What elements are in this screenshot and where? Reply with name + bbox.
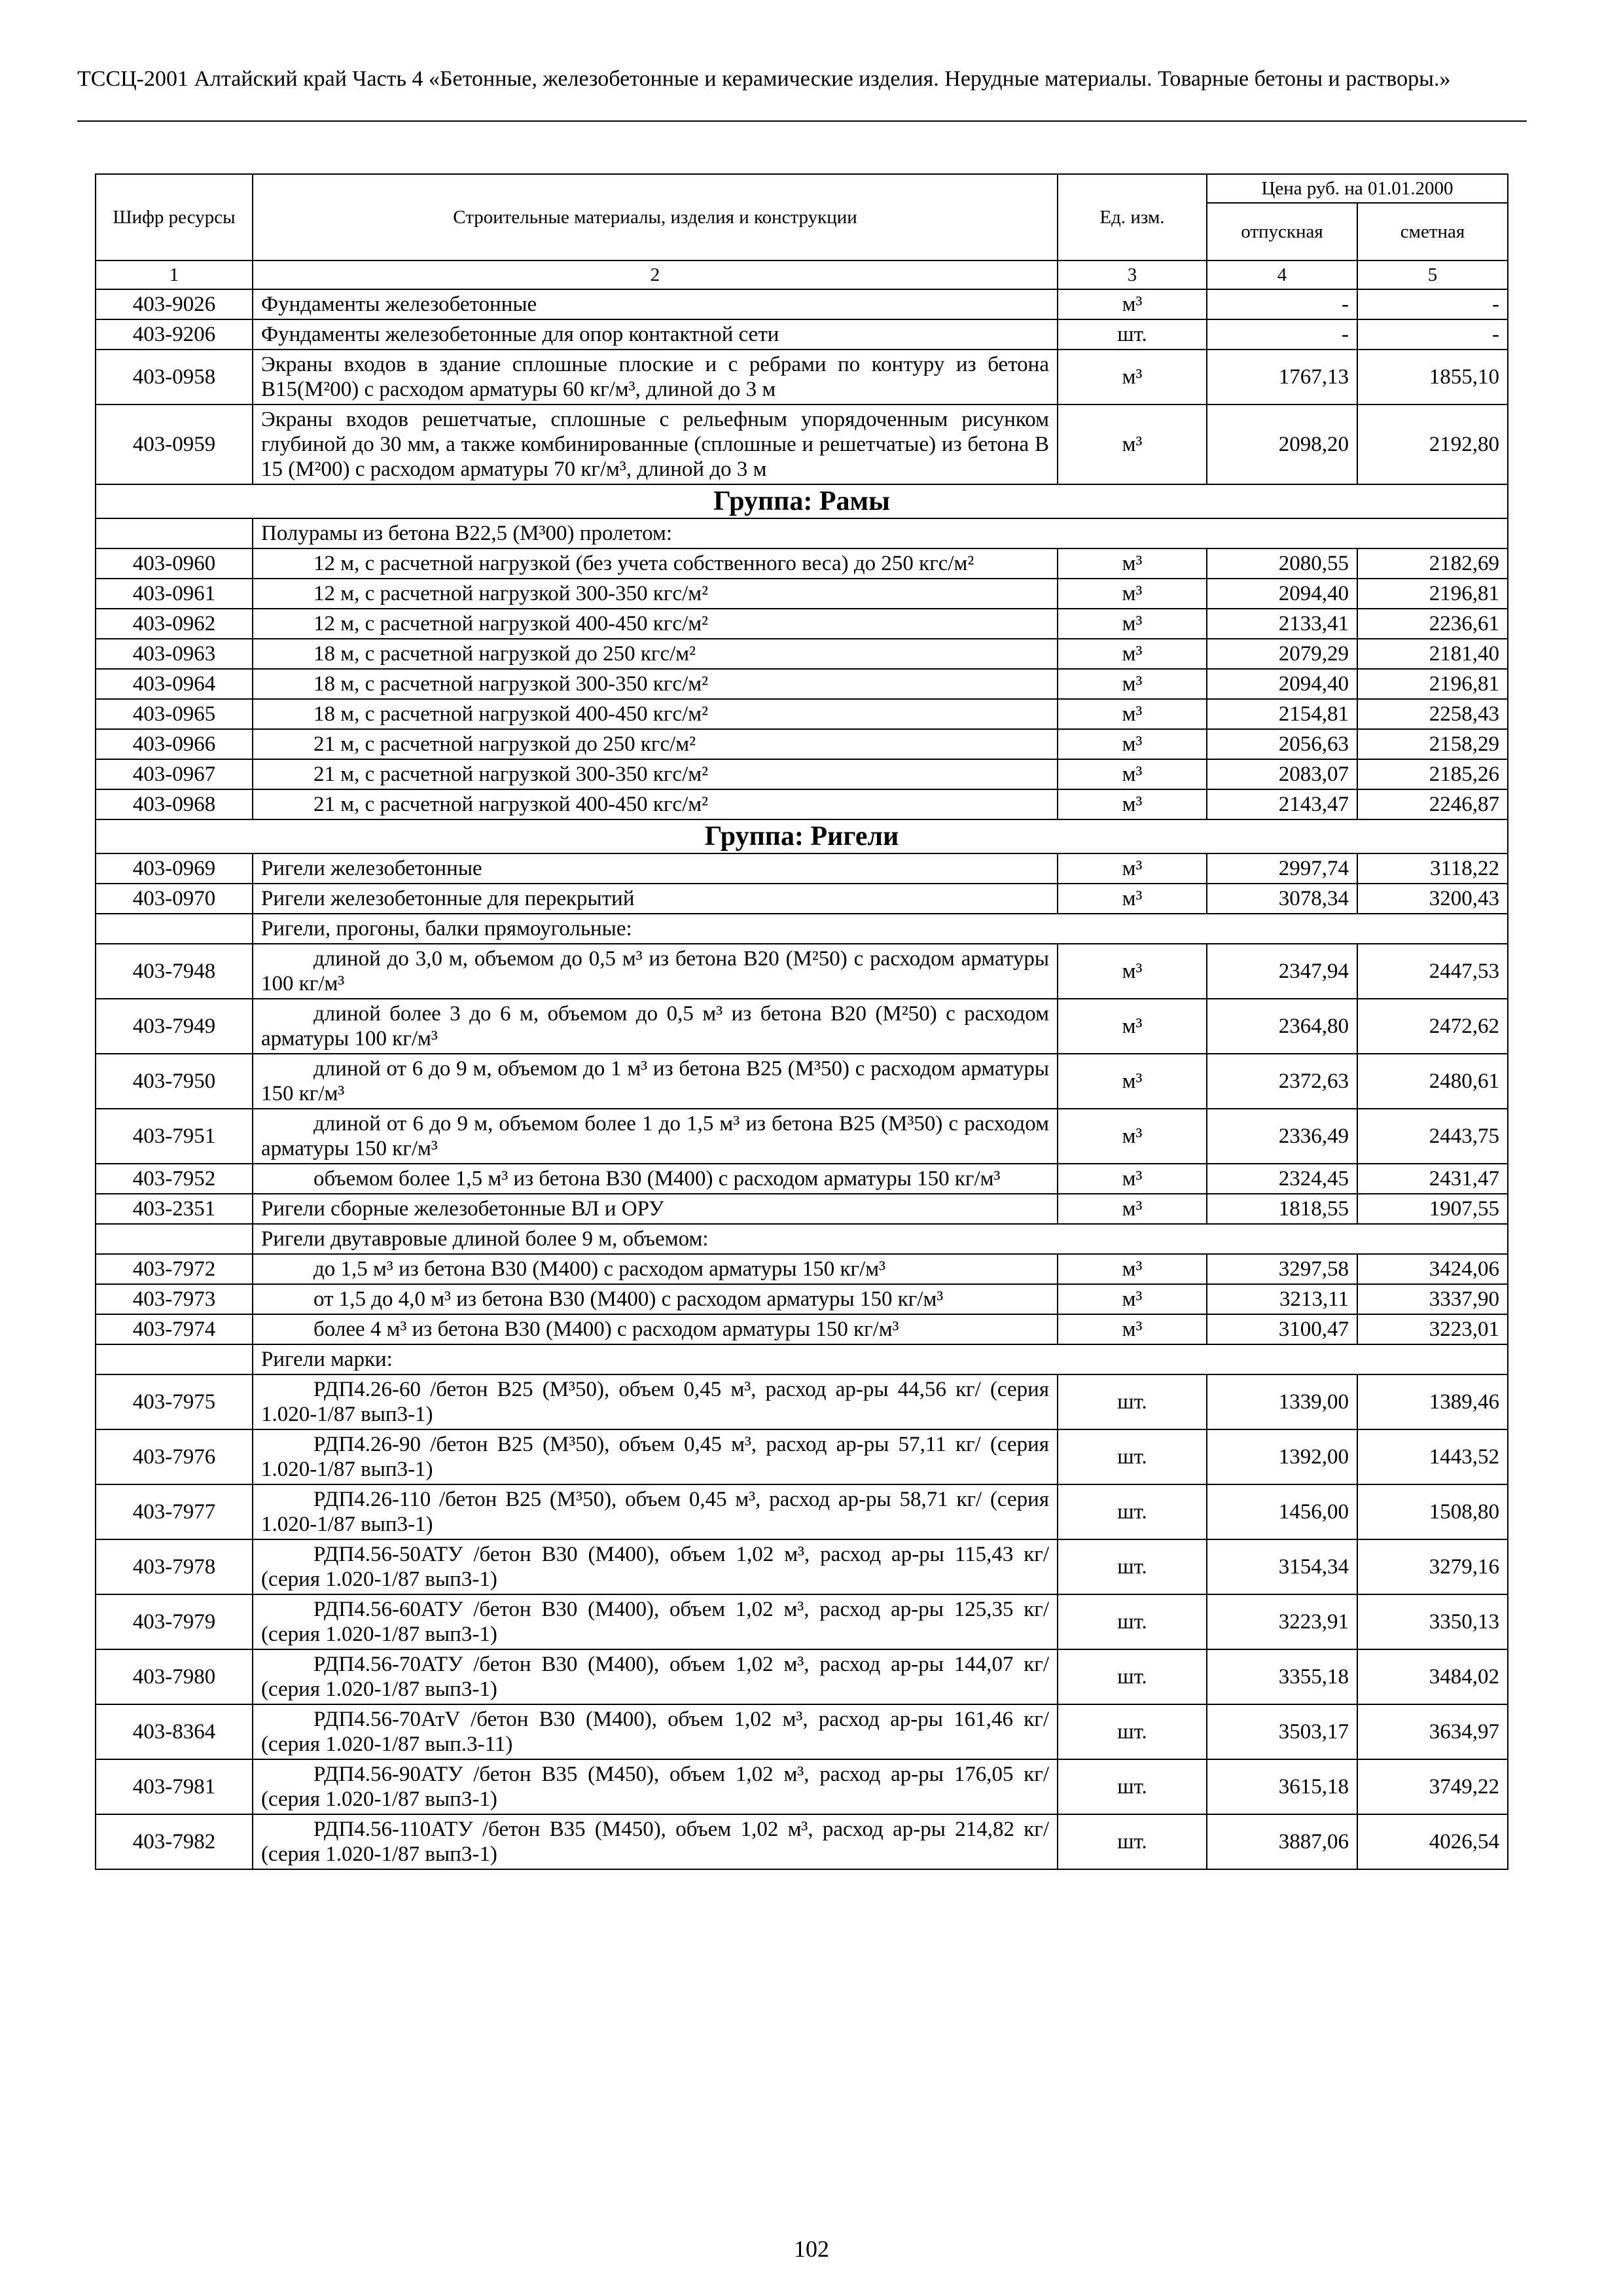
row-unit: шт.	[1058, 1594, 1207, 1649]
row-unit: шт.	[1058, 1704, 1207, 1759]
row-estimate-price: 2192,80	[1357, 404, 1508, 484]
row-name: Ригели сборные железобетонные ВЛ и ОРУ	[253, 1194, 1058, 1224]
table-row	[96, 759, 1508, 789]
row-estimate-price: 2480,61	[1357, 1054, 1508, 1109]
row-estimate-price: 2196,81	[1357, 579, 1508, 609]
row-estimate-price: -	[1357, 319, 1508, 350]
row-name: 12 м, с расчетной нагрузкой 300-350 кгс/м²	[253, 579, 1058, 609]
row-estimate-price: 3223,01	[1357, 1314, 1508, 1344]
row-estimate-price: 2196,81	[1357, 669, 1508, 699]
row-unit: м³	[1058, 404, 1207, 484]
row-name: Экраны входов решетчатые, сплошные с рельефным упорядоченным рисунком глубиной до 30 мм, а также комбинированные (сплошные и решетчатые) из бетона В 15 (М²00) с расходом арматуры 70 кг/м³, длиной до 3 м	[253, 404, 1058, 484]
price-table	[95, 173, 1508, 1870]
row-unit: шт.	[1058, 1649, 1207, 1704]
row-name: до 1,5 м³ из бетона В30 (М400) с расходом арматуры 150 кг/м³	[253, 1254, 1058, 1284]
row-name: 18 м, с расчетной нагрузкой 400-450 кгс/м²	[253, 699, 1058, 729]
row-estimate-price: 3279,16	[1357, 1539, 1508, 1594]
table-row	[96, 729, 1508, 759]
row-unit: м³	[1058, 1254, 1207, 1284]
column-number: 1	[96, 260, 253, 289]
row-unit: м³	[1058, 1314, 1207, 1344]
row-release-price: 3213,11	[1207, 1284, 1357, 1314]
row-estimate-price: 1907,55	[1357, 1194, 1508, 1224]
row-release-price: 1392,00	[1207, 1429, 1357, 1484]
row-name: 21 м, с расчетной нагрузкой 300-350 кгс/м²	[253, 759, 1058, 789]
column-number: 3	[1058, 260, 1207, 289]
table-row	[96, 999, 1508, 1054]
row-release-price: 2079,29	[1207, 639, 1357, 669]
row-release-price: 2098,20	[1207, 404, 1357, 484]
subheading-row	[96, 914, 1508, 944]
row-unit: шт.	[1058, 1429, 1207, 1484]
header-price: Цена руб. на 01.01.2000	[1207, 174, 1508, 203]
row-name: от 1,5 до 4,0 м³ из бетона В30 (М400) с расходом арматуры 150 кг/м³	[253, 1284, 1058, 1314]
row-release-price: 3100,47	[1207, 1314, 1357, 1344]
subheading-text: Ригели двутавровые длиной более 9 м, объемом:	[253, 1224, 1508, 1254]
row-name: 12 м, с расчетной нагрузкой (без учета собственного веса) до 250 кгс/м²	[253, 548, 1058, 579]
row-unit: м³	[1058, 1054, 1207, 1109]
row-release-price: 2336,49	[1207, 1109, 1357, 1164]
table-row	[96, 1484, 1508, 1539]
row-code: 403-7974	[96, 1314, 253, 1344]
row-unit: шт.	[1058, 1759, 1207, 1814]
row-release-price: 3223,91	[1207, 1594, 1357, 1649]
row-code	[96, 518, 253, 548]
row-estimate-price: 4026,54	[1357, 1814, 1508, 1869]
row-code: 403-7982	[96, 1814, 253, 1869]
row-release-price: 2083,07	[1207, 759, 1357, 789]
table-row	[96, 1054, 1508, 1109]
row-estimate-price: 2431,47	[1357, 1164, 1508, 1194]
row-code: 403-0965	[96, 699, 253, 729]
row-name: РДП4.56-70АТУ /бетон В30 (М400), объем 1,02 м³, расход ар-ры 144,07 кг/ (серия 1.020-1/87 вып3-1)	[253, 1649, 1058, 1704]
row-name: длиной от 6 до 9 м, объемом более 1 до 1,5 м³ из бетона В25 (М³50) с расходом арматуры 150 кг/м³	[253, 1109, 1058, 1164]
row-release-price: 2347,94	[1207, 944, 1357, 999]
row-estimate-price: 3634,97	[1357, 1704, 1508, 1759]
row-unit: м³	[1058, 609, 1207, 639]
row-code: 403-7981	[96, 1759, 253, 1814]
table-row	[96, 1814, 1508, 1869]
row-release-price: 1339,00	[1207, 1374, 1357, 1429]
row-estimate-price: 3200,43	[1357, 884, 1508, 914]
row-code: 403-8364	[96, 1704, 253, 1759]
row-release-price: 1767,13	[1207, 350, 1357, 404]
row-release-price: 2364,80	[1207, 999, 1357, 1054]
row-name: объемом более 1,5 м³ из бетона В30 (М400) с расходом арматуры 150 кг/м³	[253, 1164, 1058, 1194]
table-row	[96, 319, 1508, 350]
row-unit: м³	[1058, 944, 1207, 999]
table-row	[96, 350, 1508, 404]
row-code: 403-0963	[96, 639, 253, 669]
table-row	[96, 1164, 1508, 1194]
row-release-price: 2154,81	[1207, 699, 1357, 729]
table-row	[96, 699, 1508, 729]
row-estimate-price: 3350,13	[1357, 1594, 1508, 1649]
row-name: Экраны входов в здание сплошные плоские и с ребрами по контуру из бетона В15(М²00) с расходом арматуры 60 кг/м³, длиной до 3 м	[253, 350, 1058, 404]
table-row	[96, 884, 1508, 914]
table-row	[96, 609, 1508, 639]
table-row	[96, 1194, 1508, 1224]
row-unit: м³	[1058, 548, 1207, 579]
row-unit: м³	[1058, 1284, 1207, 1314]
table-row	[96, 944, 1508, 999]
row-unit: м³	[1058, 639, 1207, 669]
subheading-row	[96, 1224, 1508, 1254]
row-release-price: 3078,34	[1207, 884, 1357, 914]
row-unit: шт.	[1058, 319, 1207, 350]
table-row	[96, 789, 1508, 819]
row-release-price: 2133,41	[1207, 609, 1357, 639]
row-estimate-price: -	[1357, 289, 1508, 319]
row-estimate-price: 1508,80	[1357, 1484, 1508, 1539]
row-estimate-price: 2246,87	[1357, 789, 1508, 819]
header-divider	[77, 120, 1527, 122]
row-release-price: -	[1207, 319, 1357, 350]
row-name: 21 м, с расчетной нагрузкой 400-450 кгс/м²	[253, 789, 1058, 819]
row-code: 403-7950	[96, 1054, 253, 1109]
row-code	[96, 1224, 253, 1254]
row-unit: м³	[1058, 669, 1207, 699]
row-release-price: 2056,63	[1207, 729, 1357, 759]
document-header: ТССЦ-2001 Алтайский край Часть 4 «Бетонные, железобетонные и керамические изделия. Нерудные материалы. Товарные бетоны и растворы.»	[77, 67, 1451, 91]
row-estimate-price: 2236,61	[1357, 609, 1508, 639]
row-code: 403-0967	[96, 759, 253, 789]
row-estimate-price: 2181,40	[1357, 639, 1508, 669]
table-row	[96, 289, 1508, 319]
row-code: 403-7972	[96, 1254, 253, 1284]
row-code: 403-7980	[96, 1649, 253, 1704]
row-release-price: 3503,17	[1207, 1704, 1357, 1759]
table-row	[96, 404, 1508, 484]
row-code: 403-0960	[96, 548, 253, 579]
row-unit: шт.	[1058, 1814, 1207, 1869]
table-row	[96, 1254, 1508, 1284]
row-unit: м³	[1058, 853, 1207, 884]
row-name: длиной более 3 до 6 м, объемом до 0,5 м³ из бетона В20 (М²50) с расходом арматуры 100 кг/м³	[253, 999, 1058, 1054]
row-unit: шт.	[1058, 1374, 1207, 1429]
subheading-row	[96, 518, 1508, 548]
subheading-text: Ригели, прогоны, балки прямоугольные:	[253, 914, 1508, 944]
page-number: 102	[794, 2236, 829, 2262]
row-unit: м³	[1058, 884, 1207, 914]
row-release-price: 3154,34	[1207, 1539, 1357, 1594]
row-estimate-price: 3424,06	[1357, 1254, 1508, 1284]
row-release-price: 2324,45	[1207, 1164, 1357, 1194]
row-code	[96, 914, 253, 944]
row-estimate-price: 2472,62	[1357, 999, 1508, 1054]
row-estimate-price: 2182,69	[1357, 548, 1508, 579]
row-code: 403-7973	[96, 1284, 253, 1314]
row-release-price: 3615,18	[1207, 1759, 1357, 1814]
group-heading-row	[96, 484, 1508, 518]
row-unit: м³	[1058, 1194, 1207, 1224]
row-unit: м³	[1058, 699, 1207, 729]
row-code: 403-7952	[96, 1164, 253, 1194]
header-code: Шифр ресурсы	[96, 174, 253, 260]
table-row	[96, 1704, 1508, 1759]
column-number: 2	[253, 260, 1058, 289]
header-estimate: сметная	[1357, 203, 1508, 260]
table-row	[96, 1759, 1508, 1814]
table-row	[96, 1594, 1508, 1649]
row-unit: м³	[1058, 789, 1207, 819]
group-heading-row	[96, 819, 1508, 853]
row-code: 403-0968	[96, 789, 253, 819]
row-code: 403-7979	[96, 1594, 253, 1649]
row-code: 403-9206	[96, 319, 253, 350]
table-body	[96, 289, 1508, 1869]
table-row	[96, 1314, 1508, 1344]
row-name: длиной от 6 до 9 м, объемом до 1 м³ из бетона В25 (М³50) с расходом арматуры 150 кг/м³	[253, 1054, 1058, 1109]
subheading-row	[96, 1344, 1508, 1374]
row-code: 403-7976	[96, 1429, 253, 1484]
row-estimate-price: 2185,26	[1357, 759, 1508, 789]
subheading-text: Полурамы из бетона В22,5 (М³00) пролетом:	[253, 518, 1508, 548]
row-name: РДП4.26-60 /бетон В25 (М³50), объем 0,45 м³, расход ар-ры 44,56 кг/ (серия 1.020-1/87 вып3-1)	[253, 1374, 1058, 1429]
row-name: 12 м, с расчетной нагрузкой 400-450 кгс/м²	[253, 609, 1058, 639]
row-name: Ригели железобетонные	[253, 853, 1058, 884]
row-unit: м³	[1058, 729, 1207, 759]
table-row	[96, 669, 1508, 699]
group-heading: Группа: Рамы	[96, 484, 1508, 518]
row-estimate-price: 3118,22	[1357, 853, 1508, 884]
row-release-price: 3887,06	[1207, 1814, 1357, 1869]
row-estimate-price: 2443,75	[1357, 1109, 1508, 1164]
row-unit: м³	[1058, 1164, 1207, 1194]
row-name: 18 м, с расчетной нагрузкой до 250 кгс/м²	[253, 639, 1058, 669]
table-row	[96, 1284, 1508, 1314]
row-unit: м³	[1058, 999, 1207, 1054]
row-code: 403-0958	[96, 350, 253, 404]
row-unit: м³	[1058, 759, 1207, 789]
table-row	[96, 1649, 1508, 1704]
row-release-price: 2080,55	[1207, 548, 1357, 579]
group-heading: Группа: Ригели	[96, 819, 1508, 853]
column-number-row	[96, 260, 1508, 289]
table-row	[96, 1429, 1508, 1484]
row-code: 403-0966	[96, 729, 253, 759]
subheading-text: Ригели марки:	[253, 1344, 1508, 1374]
row-code: 403-0969	[96, 853, 253, 884]
row-estimate-price: 1389,46	[1357, 1374, 1508, 1429]
row-estimate-price: 1855,10	[1357, 350, 1508, 404]
table-row	[96, 548, 1508, 579]
row-code: 403-9026	[96, 289, 253, 319]
row-estimate-price: 2447,53	[1357, 944, 1508, 999]
row-release-price: 2143,47	[1207, 789, 1357, 819]
table-row	[96, 1109, 1508, 1164]
row-release-price: 3297,58	[1207, 1254, 1357, 1284]
row-code: 403-2351	[96, 1194, 253, 1224]
table-row	[96, 1539, 1508, 1594]
row-code: 403-7978	[96, 1539, 253, 1594]
row-release-price: 1456,00	[1207, 1484, 1357, 1539]
table-row	[96, 579, 1508, 609]
row-name: Фундаменты железобетонные	[253, 289, 1058, 319]
table-row	[96, 1374, 1508, 1429]
row-estimate-price: 2258,43	[1357, 699, 1508, 729]
row-name: более 4 м³ из бетона В30 (М400) с расходом арматуры 150 кг/м³	[253, 1314, 1058, 1344]
row-estimate-price: 3337,90	[1357, 1284, 1508, 1314]
row-name: РДП4.56-50АТУ /бетон В30 (М400), объем 1,02 м³, расход ар-ры 115,43 кг/ (серия 1.020-1/87 вып3-1)	[253, 1539, 1058, 1594]
row-name: РДП4.56-90АТУ /бетон В35 (М450), объем 1,02 м³, расход ар-ры 176,05 кг/ (серия 1.020-1/87 вып3-1)	[253, 1759, 1058, 1814]
row-unit: м³	[1058, 350, 1207, 404]
row-name: РДП4.56-70АтV /бетон В30 (М400), объем 1,02 м³, расход ар-ры 161,46 кг/ (серия 1.020-1/87 вып.3-11)	[253, 1704, 1058, 1759]
row-name: Ригели железобетонные для перекрытий	[253, 884, 1058, 914]
row-name: длиной до 3,0 м, объемом до 0,5 м³ из бетона В20 (М²50) с расходом арматуры 100 кг/м³	[253, 944, 1058, 999]
row-unit: шт.	[1058, 1539, 1207, 1594]
row-name: 18 м, с расчетной нагрузкой 300-350 кгс/м²	[253, 669, 1058, 699]
row-name: Фундаменты железобетонные для опор контактной сети	[253, 319, 1058, 350]
row-release-price: 1818,55	[1207, 1194, 1357, 1224]
row-release-price: 2372,63	[1207, 1054, 1357, 1109]
table-row	[96, 853, 1508, 884]
row-release-price: -	[1207, 289, 1357, 319]
row-code: 403-0959	[96, 404, 253, 484]
row-unit: шт.	[1058, 1484, 1207, 1539]
table-row	[96, 639, 1508, 669]
row-estimate-price: 2158,29	[1357, 729, 1508, 759]
row-estimate-price: 3749,22	[1357, 1759, 1508, 1814]
row-release-price: 2094,40	[1207, 669, 1357, 699]
row-name: 21 м, с расчетной нагрузкой до 250 кгс/м²	[253, 729, 1058, 759]
row-name: РДП4.26-90 /бетон В25 (М³50), объем 0,45 м³, расход ар-ры 57,11 кг/ (серия 1.020-1/87 вып3-1)	[253, 1429, 1058, 1484]
row-code: 403-7948	[96, 944, 253, 999]
row-unit: м³	[1058, 1109, 1207, 1164]
row-code	[96, 1344, 253, 1374]
row-unit: м³	[1058, 289, 1207, 319]
row-code: 403-7951	[96, 1109, 253, 1164]
row-code: 403-7949	[96, 999, 253, 1054]
header-row	[96, 174, 1508, 203]
header-name: Строительные материалы, изделия и конструкции	[253, 174, 1058, 260]
header-unit: Ед. изм.	[1058, 174, 1207, 260]
row-release-price: 2094,40	[1207, 579, 1357, 609]
row-code: 403-7975	[96, 1374, 253, 1429]
row-code: 403-7977	[96, 1484, 253, 1539]
row-release-price: 2997,74	[1207, 853, 1357, 884]
row-code: 403-0962	[96, 609, 253, 639]
row-release-price: 3355,18	[1207, 1649, 1357, 1704]
header-release: отпускная	[1207, 203, 1357, 260]
row-estimate-price: 1443,52	[1357, 1429, 1508, 1484]
row-name: РДП4.26-110 /бетон В25 (М³50), объем 0,45 м³, расход ар-ры 58,71 кг/ (серия 1.020-1/87 вып3-1)	[253, 1484, 1058, 1539]
row-code: 403-0961	[96, 579, 253, 609]
row-name: РДП4.56-60АТУ /бетон В30 (М400), объем 1,02 м³, расход ар-ры 125,35 кг/ (серия 1.020-1/87 вып3-1)	[253, 1594, 1058, 1649]
row-unit: м³	[1058, 579, 1207, 609]
column-number: 5	[1357, 260, 1508, 289]
row-code: 403-0964	[96, 669, 253, 699]
column-number: 4	[1207, 260, 1357, 289]
row-name: РДП4.56-110АТУ /бетон В35 (М450), объем 1,02 м³, расход ар-ры 214,82 кг/ (серия 1.020-1/87 вып3-1)	[253, 1814, 1058, 1869]
row-code: 403-0970	[96, 884, 253, 914]
row-estimate-price: 3484,02	[1357, 1649, 1508, 1704]
